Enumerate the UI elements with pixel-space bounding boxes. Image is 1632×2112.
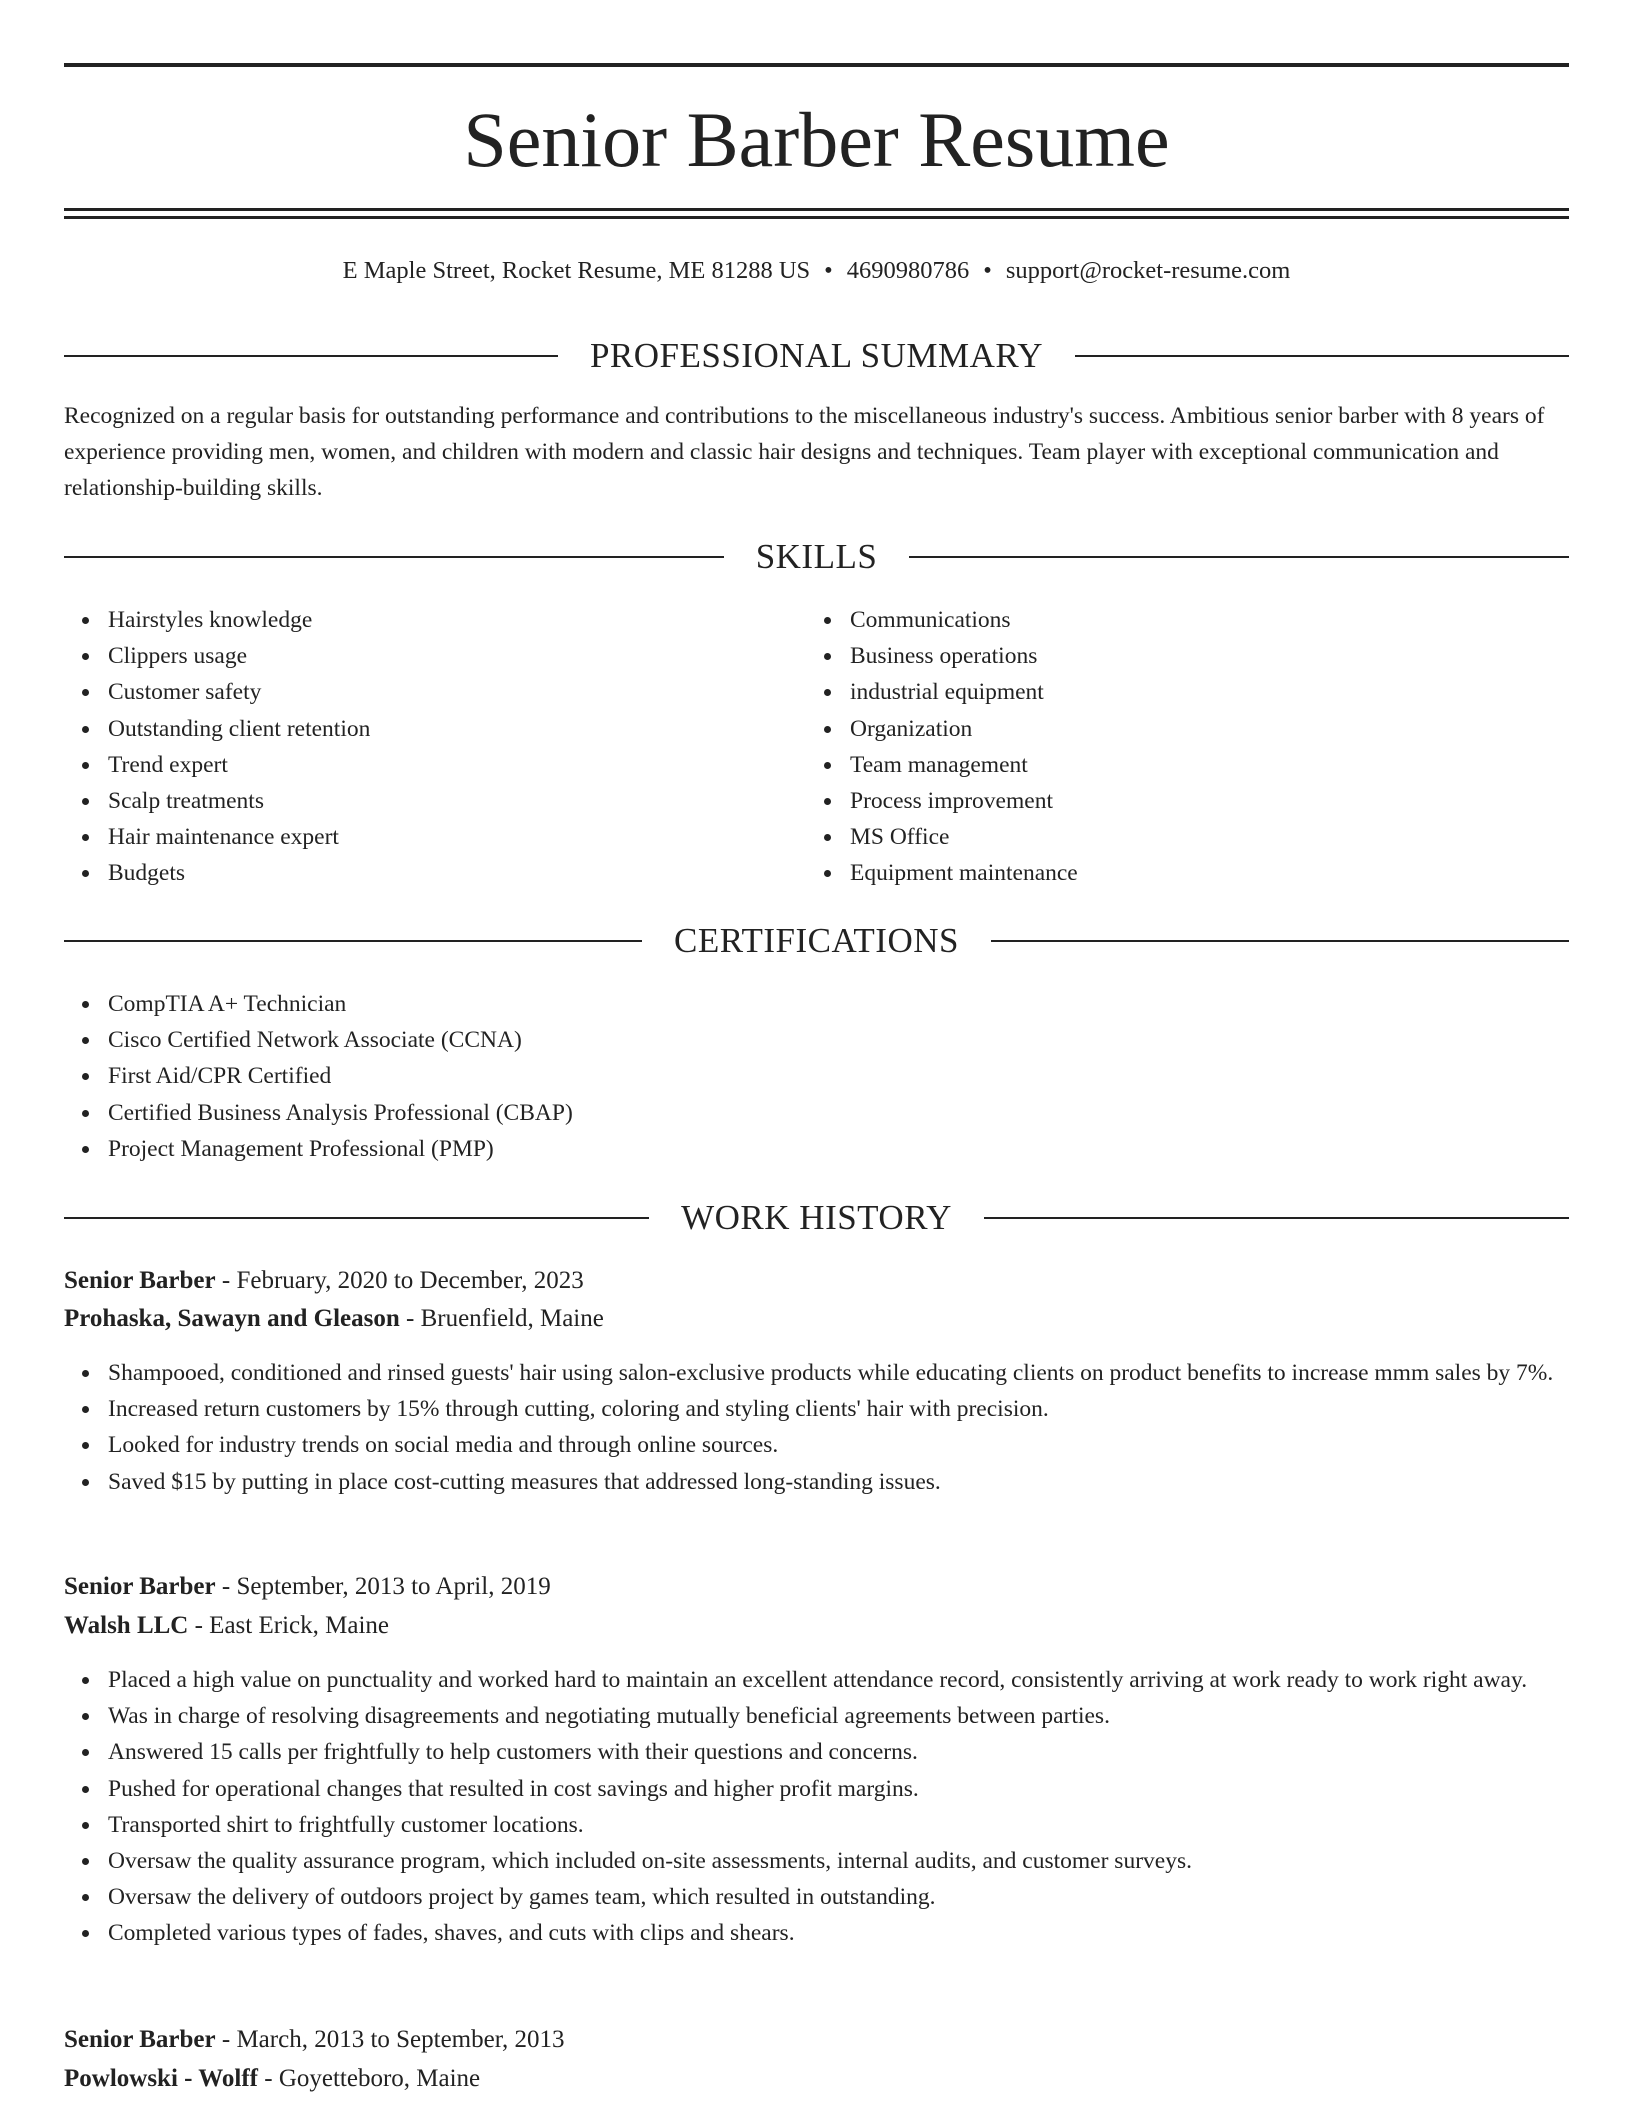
contact-line: [64, 254, 1569, 288]
resume-title: Senior Barber Resume: [463, 96, 1170, 183]
list-item: Customer safety: [108, 674, 808, 710]
list-item: Certified Business Analysis Professional (CBAP): [108, 1095, 1568, 1131]
list-item: Completed various types of fades, shaves, and cuts with clips and shears.: [108, 1915, 1569, 1951]
heading-rule: [1075, 355, 1569, 357]
title-rule-upper: [64, 208, 1569, 211]
list-item: Budgets: [108, 855, 808, 891]
list-item: Outstanding client retention: [108, 711, 808, 747]
summary-heading: [64, 334, 1569, 378]
list-item: Project Management Professional (PMP): [108, 1131, 1568, 1167]
job-bullets: [64, 1355, 1569, 1500]
job-title-line: [64, 1262, 1569, 1300]
list-item: Answered 15 calls per frightfully to help customers with their questions and concerns.: [108, 1734, 1569, 1770]
job-role: Senior Barber: [64, 1267, 216, 1294]
job-company: Prohaska, Sawayn and Gleason: [64, 1305, 400, 1332]
job-dates: - September, 2013 to April, 2019: [215, 1573, 551, 1600]
contact-separator: •: [824, 257, 833, 284]
skills-list-right: [806, 602, 1550, 892]
contact-email: support@rocket-resume.com: [1005, 257, 1291, 284]
job-company-line: [64, 1607, 1569, 1645]
heading-rule: [991, 940, 1569, 942]
list-item: Business operations: [850, 638, 1550, 674]
job-role: Senior Barber: [64, 1573, 216, 1600]
job-location: - Goyetteboro, Maine: [258, 2065, 481, 2092]
heading-rule: [909, 556, 1569, 558]
list-item: Placed a high value on punctuality and worked hard to maintain an excellent attendance record, consistently arriving at work ready to work right away.: [108, 1662, 1569, 1698]
list-item: Was in charge of resolving disagreements and negotiating mutually beneficial agreements between parties.: [108, 1698, 1569, 1734]
work-history-heading: [64, 1196, 1569, 1240]
list-item: First Aid/CPR Certified: [108, 1058, 1568, 1094]
heading-rule: [64, 355, 558, 357]
list-item: Clippers usage: [108, 638, 808, 674]
list-item: MS Office: [850, 819, 1550, 855]
heading-rule: [64, 1217, 649, 1219]
job-dates: - March, 2013 to September, 2013: [215, 2026, 565, 2053]
summary-text: Recognized on a regular basis for outstanding performance and contributions to the miscellaneous industry's success. Ambitious senior barber with 8 years of experience providing men, women, and children with modern and classic hair designs and techniques. Team player with exceptional communication and relationship-building skills.: [64, 403, 1545, 501]
heading-rule: [984, 1217, 1569, 1219]
top-rule: [64, 63, 1569, 67]
contact-phone: 4690980786: [846, 257, 970, 284]
skills-heading-label: SKILLS: [755, 537, 878, 576]
job-company: Walsh LLC: [64, 1612, 189, 1639]
list-item: Hairstyles knowledge: [108, 602, 808, 638]
skills-heading: [64, 535, 1569, 579]
list-item: CompTIA A+ Technician: [108, 986, 1568, 1022]
heading-rule: [64, 940, 642, 942]
list-item: industrial equipment: [850, 674, 1550, 710]
job-location: - East Erick, Maine: [188, 1612, 389, 1639]
job-bullets: [64, 1662, 1569, 1952]
list-item: Equipment maintenance: [850, 855, 1550, 891]
certifications-heading-label: CERTIFICATIONS: [674, 921, 959, 960]
list-item: Oversaw the delivery of outdoors project by games team, which resulted in outstanding.: [108, 1879, 1569, 1915]
work-history-heading-label: WORK HISTORY: [681, 1198, 952, 1237]
list-item: Shampooed, conditioned and rinsed guests' hair using salon-exclusive products while educating clients on product benefits to increase mmm sales by 7%.: [108, 1355, 1569, 1391]
list-item: Oversaw the quality assurance program, which included on-site assessments, internal audits, and customer surveys.: [108, 1843, 1569, 1879]
job-company: Powlowski - Wolff: [64, 2065, 258, 2092]
list-item: Increased return customers by 15% through cutting, coloring and styling clients' hair with precision.: [108, 1391, 1569, 1427]
title-rule-lower: [64, 216, 1569, 219]
job-role: Senior Barber: [64, 2026, 216, 2053]
contact-separator: •: [983, 257, 992, 284]
list-item: Communications: [850, 602, 1550, 638]
job-title-line: [64, 2021, 1569, 2059]
job-company-line: [64, 2060, 1569, 2098]
job-location: - Bruenfield, Maine: [399, 1305, 604, 1332]
list-item: Scalp treatments: [108, 783, 808, 819]
list-item: Pushed for operational changes that resulted in cost savings and higher profit margins.: [108, 1771, 1569, 1807]
list-item: Trend expert: [108, 747, 808, 783]
certifications-list: [64, 986, 1568, 1167]
list-item: Hair maintenance expert: [108, 819, 808, 855]
skills-list-left: [64, 602, 808, 892]
heading-rule: [64, 556, 724, 558]
job-title-line: [64, 1568, 1569, 1606]
job-company-line: [64, 1300, 1569, 1338]
list-item: Organization: [850, 711, 1550, 747]
summary-heading-label: PROFESSIONAL SUMMARY: [589, 336, 1044, 375]
job-dates: - February, 2020 to December, 2023: [215, 1267, 584, 1294]
certifications-heading: [64, 919, 1569, 963]
list-item: Looked for industry trends on social media and through online sources.: [108, 1427, 1569, 1463]
list-item: Saved $15 by putting in place cost-cutting measures that addressed long-standing issues.: [108, 1464, 1569, 1500]
contact-address: E Maple Street, Rocket Resume, ME 81288 US: [342, 257, 811, 284]
list-item: Process improvement: [850, 783, 1550, 819]
list-item: Transported shirt to frightfully customer locations.: [108, 1807, 1569, 1843]
list-item: Team management: [850, 747, 1550, 783]
list-item: Cisco Certified Network Associate (CCNA): [108, 1022, 1568, 1058]
